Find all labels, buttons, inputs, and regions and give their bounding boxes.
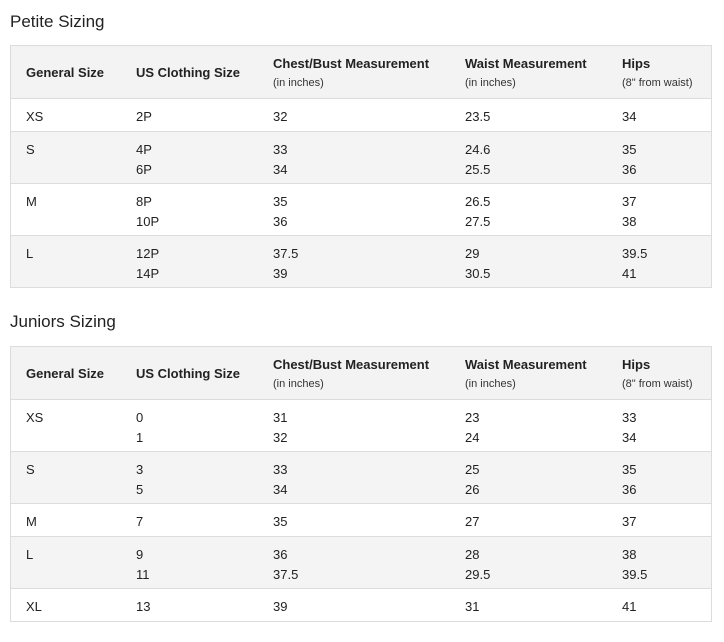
column-header-chest-bust bbox=[273, 46, 465, 99]
cell-value: 24.6 bbox=[465, 142, 491, 157]
cell-waist bbox=[465, 132, 622, 184]
cell-us-clothing-size bbox=[136, 504, 273, 537]
column-header-label: Hips bbox=[622, 55, 651, 71]
column-header-us-clothing-size bbox=[136, 46, 273, 99]
cell-value: 27.5 bbox=[465, 214, 491, 229]
cell-value: 32 bbox=[273, 430, 288, 445]
table-row bbox=[11, 184, 712, 236]
header-row bbox=[11, 46, 712, 99]
cell-us-clothing-size bbox=[136, 99, 273, 132]
column-header-unit: (in inches) bbox=[273, 377, 324, 390]
cell-value: 33 bbox=[273, 462, 288, 477]
cell-value: M bbox=[26, 514, 37, 529]
column-header-general-size bbox=[11, 347, 137, 400]
cell-us-clothing-size bbox=[136, 132, 273, 184]
cell-us-clothing-size bbox=[136, 452, 273, 504]
cell-general-size bbox=[11, 537, 137, 589]
cell-value: 3 bbox=[136, 462, 144, 477]
cell-value: 25.5 bbox=[465, 162, 491, 177]
column-header-waist bbox=[465, 46, 622, 99]
cell-waist bbox=[465, 184, 622, 236]
cell-value: 11 bbox=[136, 567, 150, 582]
cell-chest-bust bbox=[273, 236, 465, 288]
cell-value: 38 bbox=[622, 214, 637, 229]
column-header-hips bbox=[622, 46, 712, 99]
cell-hips bbox=[622, 537, 712, 589]
cell-value: 14P bbox=[136, 266, 160, 281]
table-row bbox=[11, 99, 712, 132]
cell-chest-bust bbox=[273, 99, 465, 132]
cell-value: XS bbox=[26, 410, 44, 425]
cell-hips bbox=[622, 236, 712, 288]
cell-value: 38 bbox=[622, 547, 637, 562]
cell-general-size bbox=[11, 400, 137, 452]
cell-chest-bust bbox=[273, 400, 465, 452]
cell-value: 36 bbox=[622, 482, 637, 497]
cell-waist bbox=[465, 452, 622, 504]
cell-value: 31 bbox=[273, 410, 288, 425]
cell-hips bbox=[622, 132, 712, 184]
cell-hips bbox=[622, 400, 712, 452]
column-header-hips bbox=[622, 347, 712, 400]
column-header-unit: (in inches) bbox=[273, 76, 324, 89]
cell-value: 0 bbox=[136, 410, 144, 425]
cell-chest-bust bbox=[273, 589, 465, 622]
cell-value: 23 bbox=[465, 410, 480, 425]
cell-value: 37 bbox=[622, 194, 637, 209]
column-header-unit: (in inches) bbox=[465, 377, 516, 390]
cell-us-clothing-size bbox=[136, 537, 273, 589]
column-header-label: Waist Measurement bbox=[465, 55, 587, 71]
cell-chest-bust bbox=[273, 537, 465, 589]
cell-waist bbox=[465, 99, 622, 132]
cell-value: 24 bbox=[465, 430, 480, 445]
cell-value: 5 bbox=[136, 482, 144, 497]
cell-value: 9 bbox=[136, 547, 144, 562]
cell-value: 7 bbox=[136, 514, 144, 529]
cell-value: 35 bbox=[273, 514, 288, 529]
cell-general-size bbox=[11, 236, 137, 288]
column-header-label: General Size bbox=[26, 365, 105, 381]
column-header-unit: (in inches) bbox=[465, 76, 516, 89]
petite-sizing-table bbox=[10, 45, 712, 288]
cell-value: 25 bbox=[465, 462, 480, 477]
column-header-chest-bust bbox=[273, 347, 465, 400]
cell-general-size bbox=[11, 589, 137, 622]
cell-value: 33 bbox=[273, 142, 288, 157]
cell-chest-bust bbox=[273, 184, 465, 236]
cell-hips bbox=[622, 452, 712, 504]
cell-value: 34 bbox=[273, 162, 288, 177]
cell-chest-bust bbox=[273, 452, 465, 504]
cell-value: 35 bbox=[622, 462, 637, 477]
table-row bbox=[11, 537, 712, 589]
cell-hips bbox=[622, 504, 712, 537]
cell-value: 12P bbox=[136, 246, 160, 261]
cell-value: 23.5 bbox=[465, 109, 491, 124]
cell-general-size bbox=[11, 452, 137, 504]
cell-value: 2P bbox=[136, 109, 152, 124]
cell-value: 1 bbox=[136, 430, 144, 445]
cell-us-clothing-size bbox=[136, 400, 273, 452]
cell-value: 35 bbox=[622, 142, 637, 157]
cell-value: 34 bbox=[273, 482, 288, 497]
cell-value: 34 bbox=[622, 109, 637, 124]
cell-value: 41 bbox=[622, 266, 637, 281]
cell-us-clothing-size bbox=[136, 184, 273, 236]
cell-value: 29 bbox=[465, 246, 480, 261]
cell-value: 37 bbox=[622, 514, 637, 529]
cell-value: 27 bbox=[465, 514, 480, 529]
cell-chest-bust bbox=[273, 504, 465, 537]
column-header-label: Chest/Bust Measurement bbox=[273, 55, 430, 71]
cell-value: 28 bbox=[465, 547, 480, 562]
cell-value: 32 bbox=[273, 109, 288, 124]
cell-waist bbox=[465, 400, 622, 452]
juniors-sizing-table bbox=[10, 346, 712, 622]
cell-hips bbox=[622, 589, 712, 622]
cell-value: 39.5 bbox=[622, 567, 648, 582]
cell-value: 39 bbox=[273, 266, 288, 281]
column-header-unit: (8" from waist) bbox=[622, 76, 693, 89]
cell-waist bbox=[465, 537, 622, 589]
cell-value: 41 bbox=[622, 599, 637, 614]
cell-waist bbox=[465, 504, 622, 537]
column-header-label: US Clothing Size bbox=[136, 64, 240, 80]
petite-sizing-title: Petite Sizing bbox=[10, 12, 105, 31]
cell-value: L bbox=[26, 547, 34, 562]
cell-value: 31 bbox=[465, 599, 480, 614]
cell-value: 39.5 bbox=[622, 246, 648, 261]
cell-value: S bbox=[26, 462, 35, 477]
cell-value: 37.5 bbox=[273, 246, 299, 261]
column-header-label: Waist Measurement bbox=[465, 356, 587, 372]
cell-waist bbox=[465, 236, 622, 288]
cell-value: 26 bbox=[465, 482, 480, 497]
cell-value: M bbox=[26, 194, 37, 209]
cell-chest-bust bbox=[273, 132, 465, 184]
cell-value: S bbox=[26, 142, 35, 157]
cell-value: 30.5 bbox=[465, 266, 491, 281]
table-row bbox=[11, 504, 712, 537]
table-row bbox=[11, 589, 712, 622]
cell-value: 36 bbox=[273, 214, 288, 229]
column-header-general-size bbox=[11, 46, 137, 99]
cell-general-size bbox=[11, 132, 137, 184]
cell-value: 10P bbox=[136, 214, 160, 229]
table-row bbox=[11, 236, 712, 288]
column-header-label: US Clothing Size bbox=[136, 365, 240, 381]
cell-value: 34 bbox=[622, 430, 637, 445]
cell-value: 6P bbox=[136, 162, 152, 177]
cell-value: 35 bbox=[273, 194, 288, 209]
cell-value: 29.5 bbox=[465, 567, 491, 582]
cell-hips bbox=[622, 99, 712, 132]
header-row bbox=[11, 347, 712, 400]
cell-value: 13 bbox=[136, 599, 151, 614]
column-header-label: General Size bbox=[26, 64, 105, 80]
cell-hips bbox=[622, 184, 712, 236]
column-header-us-clothing-size bbox=[136, 347, 273, 400]
table-row bbox=[11, 400, 712, 452]
table-row bbox=[11, 452, 712, 504]
column-header-unit: (8" from waist) bbox=[622, 377, 693, 390]
column-header-label: Chest/Bust Measurement bbox=[273, 356, 430, 372]
cell-us-clothing-size bbox=[136, 236, 273, 288]
column-header-waist bbox=[465, 347, 622, 400]
cell-value: 36 bbox=[273, 547, 288, 562]
cell-general-size bbox=[11, 184, 137, 236]
cell-value: L bbox=[26, 246, 34, 261]
cell-value: 33 bbox=[622, 410, 637, 425]
cell-value: 39 bbox=[273, 599, 288, 614]
cell-value: 36 bbox=[622, 162, 637, 177]
cell-value: 8P bbox=[136, 194, 152, 209]
juniors-sizing-title: Juniors Sizing bbox=[10, 312, 116, 331]
cell-us-clothing-size bbox=[136, 589, 273, 622]
table-row bbox=[11, 132, 712, 184]
cell-value: 26.5 bbox=[465, 194, 491, 209]
cell-waist bbox=[465, 589, 622, 622]
cell-value: 37.5 bbox=[273, 567, 299, 582]
cell-value: XL bbox=[26, 599, 42, 614]
cell-general-size bbox=[11, 99, 137, 132]
column-header-label: Hips bbox=[622, 356, 651, 372]
cell-value: XS bbox=[26, 109, 44, 124]
cell-value: 4P bbox=[136, 142, 152, 157]
cell-general-size bbox=[11, 504, 137, 537]
